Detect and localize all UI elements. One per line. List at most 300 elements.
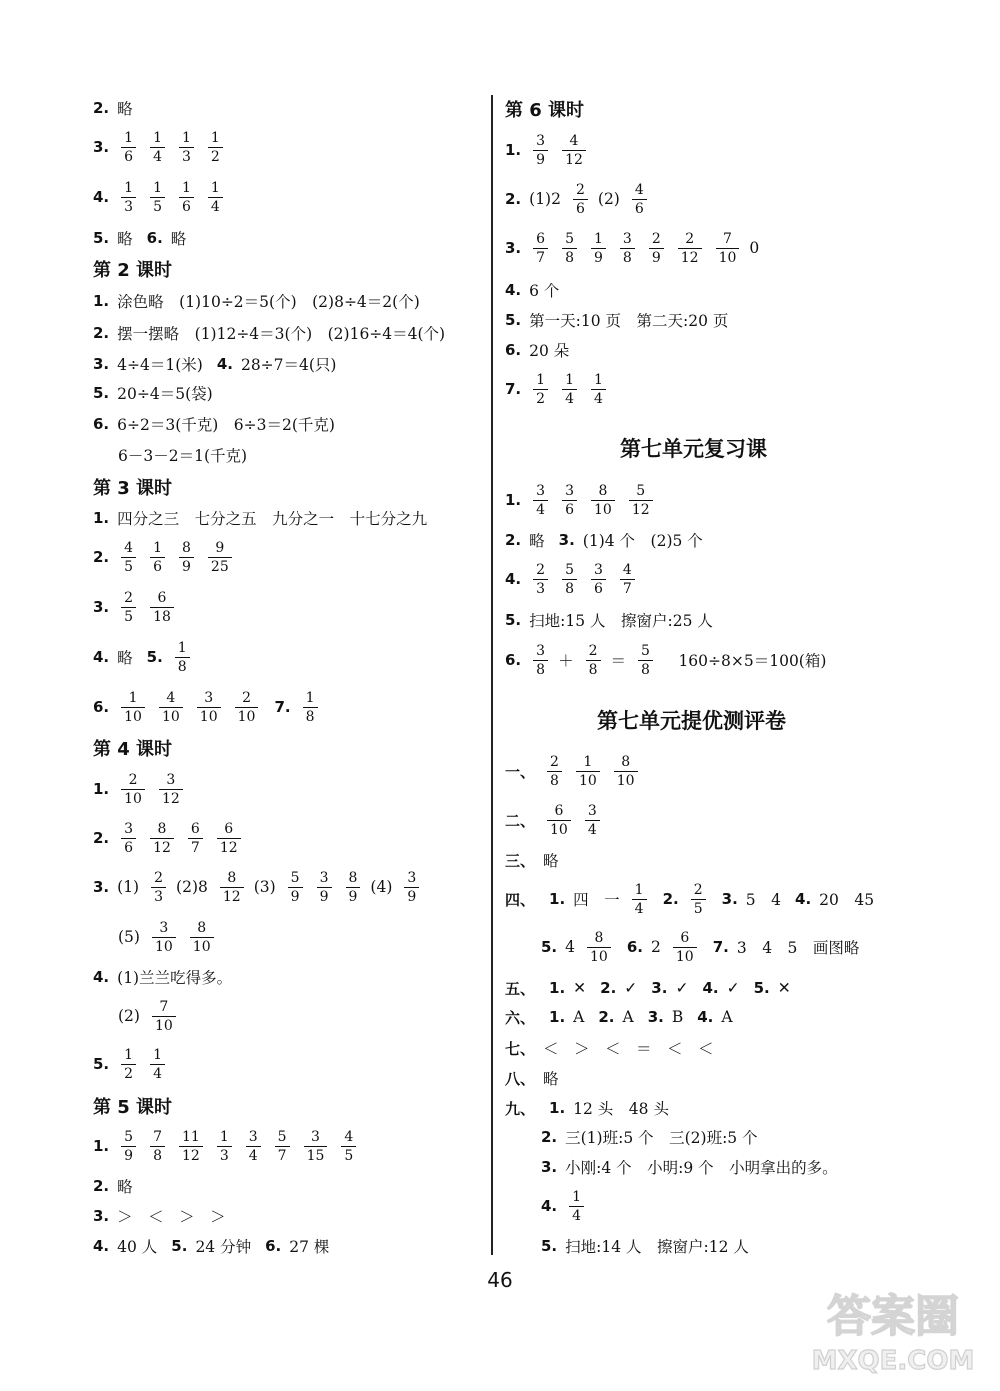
numerator: 4 (344, 1128, 354, 1145)
question-number: 2. (93, 548, 110, 566)
fraction (678, 232, 702, 265)
column-divider (491, 95, 493, 1255)
answer-row (93, 125, 233, 169)
answer-text: 四分之三 七分之五 九分之一 十七分之九 (117, 510, 428, 528)
answer-text: 第一天:10 页 第二天:20 页 (529, 312, 729, 330)
denominator: 8 (175, 657, 190, 674)
fraction (150, 181, 165, 214)
denominator: 4 (591, 389, 606, 406)
fraction (121, 181, 136, 214)
denominator: 9 (317, 887, 332, 904)
answer-row (535, 1145, 846, 1189)
answer-row (93, 685, 328, 729)
answer-row (505, 798, 610, 842)
answer-text: 略 (529, 532, 545, 550)
fraction (208, 541, 232, 574)
answer-text: ✓ (624, 979, 638, 997)
answer-text: 20 45 (819, 891, 875, 909)
numerator: 3 (248, 1128, 258, 1145)
fraction (197, 691, 221, 724)
fraction (562, 563, 577, 596)
fraction (591, 484, 615, 517)
sub-question-number: 6. (626, 938, 643, 956)
answer-text: 6÷2＝3(千克) 6÷3＝2(千克) (117, 416, 335, 434)
answer-text: 略 (543, 852, 559, 870)
question-number: 3. (93, 138, 110, 156)
sub-question-number: 5. (171, 1237, 188, 1255)
answer-row (93, 216, 194, 260)
numerator: 6 (224, 820, 234, 837)
numerator: 8 (227, 869, 237, 886)
answer-text: ＞ ＜ ＞ ＞ (117, 1208, 226, 1226)
answer-text: A (622, 1008, 634, 1026)
fraction (629, 484, 653, 517)
numerator: 1 (124, 1046, 134, 1063)
unit-title: 第七单元复习课 (620, 437, 767, 461)
question-number: 2. (93, 324, 110, 342)
denominator: 8 (533, 660, 548, 677)
fraction (569, 1190, 584, 1223)
answer-row (93, 767, 193, 811)
sub-question-number: 3. (651, 979, 668, 997)
fraction (121, 773, 145, 806)
numerator: 3 (319, 869, 329, 886)
numerator: 3 (407, 869, 417, 886)
answer-row (118, 915, 224, 959)
question-number: 2. (93, 99, 110, 117)
fraction (150, 131, 165, 164)
fraction (317, 871, 332, 904)
numerator: 6 (554, 802, 564, 819)
numerator: 4 (124, 539, 134, 556)
numerator: 3 (587, 802, 597, 819)
sub-question-number: 4. (541, 1197, 558, 1215)
fraction (152, 921, 176, 954)
question-number: 五、 (505, 979, 536, 998)
answer-text: 6 个 (529, 282, 560, 300)
numerator: 3 (593, 561, 603, 578)
answer-row (505, 749, 648, 793)
sub-question-number: 6. (146, 229, 163, 247)
fraction (152, 1000, 176, 1033)
answer-text: 12 头 48 头 (573, 1100, 669, 1118)
question-number: 3. (93, 598, 110, 616)
answer-text: (1)4 个 (2)5 个 (582, 532, 703, 550)
answer-row (505, 557, 645, 601)
denominator: 4 (208, 197, 223, 214)
denominator: 5 (150, 197, 165, 214)
question-number: 5. (93, 384, 110, 402)
fraction (691, 883, 706, 916)
sub-question-number: 2. (541, 1128, 558, 1146)
numerator: 1 (181, 129, 191, 146)
denominator: 8 (638, 660, 653, 677)
answer-row (505, 478, 663, 522)
denominator: 10 (673, 947, 697, 964)
denominator: 7 (620, 579, 635, 596)
numerator: 6 (157, 589, 167, 606)
fraction (179, 541, 194, 574)
answer-row (118, 433, 255, 477)
question-number: 一、 (505, 762, 536, 781)
fraction (587, 931, 611, 964)
answer-row (93, 865, 429, 909)
question-number: 三、 (505, 851, 536, 870)
numerator: 2 (651, 230, 661, 247)
answer-row (93, 955, 240, 999)
watermark-logo (808, 1271, 978, 1381)
fraction (220, 871, 244, 904)
denominator: 4 (533, 500, 548, 517)
denominator: 5 (121, 607, 136, 624)
numerator: 1 (536, 371, 546, 388)
denominator: 8 (620, 248, 635, 265)
fraction (179, 131, 194, 164)
numerator: 11 (181, 1128, 200, 1145)
sub-question-number: 4. (216, 355, 233, 373)
denominator: 10 (159, 707, 183, 724)
numerator: 3 (159, 919, 169, 936)
numerator: 2 (154, 869, 164, 886)
fraction (649, 232, 664, 265)
numerator: 5 (641, 642, 650, 659)
numerator: 8 (157, 820, 167, 837)
numerator: 1 (124, 179, 134, 196)
numerator: 4 (622, 561, 632, 578)
fraction (673, 931, 697, 964)
answer-text: 5 4 (745, 891, 782, 909)
numerator: 1 (565, 371, 574, 388)
fraction (121, 591, 136, 624)
answer-text: 160÷8×5＝100(箱) (662, 652, 827, 670)
answer-text: 略 (117, 100, 133, 118)
numerator: 6 (680, 929, 690, 946)
question-number: 6. (93, 415, 110, 433)
numerator: 7 (723, 230, 732, 247)
answer-row (505, 838, 567, 882)
fraction (151, 871, 166, 904)
denominator: 9 (121, 1146, 136, 1163)
fraction (562, 484, 577, 517)
fraction (573, 183, 588, 216)
denominator: 2 (208, 147, 223, 164)
fraction (585, 804, 600, 837)
fraction (217, 1130, 232, 1163)
question-number: 四、 (505, 890, 536, 909)
section-heading: 第 6 课时 (505, 100, 585, 121)
denominator: 4 (150, 1064, 165, 1081)
fraction (246, 1130, 261, 1163)
fraction (614, 755, 638, 788)
fraction (632, 883, 647, 916)
fraction (121, 541, 136, 574)
fraction (591, 232, 606, 265)
sub-question-number: 1. (549, 890, 566, 908)
numerator: 4 (166, 689, 176, 706)
page-number: 46 (487, 1268, 513, 1292)
answer-text: 4 (565, 938, 576, 956)
answer-text: A (573, 1008, 585, 1026)
fraction (150, 1130, 165, 1163)
fraction (150, 822, 174, 855)
question-number: 2. (93, 829, 110, 847)
answer-text: (2) (597, 190, 620, 208)
numerator: 1 (593, 371, 603, 388)
denominator: 8 (303, 707, 318, 724)
question-number: 二、 (505, 811, 536, 830)
fraction (150, 541, 165, 574)
section-heading: 第 4 课时 (93, 739, 173, 760)
denominator: 7 (275, 1146, 290, 1163)
denominator: 6 (179, 197, 194, 214)
sub-question-number: 2. (662, 890, 679, 908)
denominator: 3 (533, 579, 548, 596)
numerator: 4 (569, 132, 579, 149)
fraction (179, 181, 194, 214)
answer-text: (2)8 (176, 878, 208, 896)
fraction (586, 644, 601, 677)
answer-text: (3) (253, 878, 276, 896)
sub-question-number: 1. (549, 979, 566, 997)
numerator: 3 (124, 820, 134, 837)
fraction (547, 804, 571, 837)
answer-row (535, 1224, 757, 1268)
sub-question-number: 2. (600, 979, 617, 997)
denominator: 5 (341, 1146, 356, 1163)
denominator: 4 (246, 1146, 261, 1163)
question-number: 4. (93, 1237, 110, 1255)
question-number: 六、 (505, 1008, 536, 1027)
denominator: 12 (159, 789, 183, 806)
answer-text: 4÷4＝1(米) (117, 356, 203, 374)
question-number: 2. (93, 1177, 110, 1195)
denominator: 2 (533, 389, 548, 406)
denominator: 9 (346, 887, 361, 904)
denominator: 3 (217, 1146, 232, 1163)
numerator: 7 (153, 1128, 162, 1145)
answer-row (505, 638, 834, 682)
answer-text: 6－3－2＝1(千克) (118, 447, 248, 465)
fraction (208, 131, 223, 164)
numerator: 6 (190, 820, 200, 837)
numerator: 8 (197, 919, 207, 936)
answer-text: 0 (749, 239, 760, 257)
denominator: 10 (591, 500, 615, 517)
fraction (188, 822, 203, 855)
question-number: 7. (505, 380, 522, 398)
denominator: 12 (217, 838, 241, 855)
denominator: 9 (533, 150, 548, 167)
fraction (576, 755, 600, 788)
question-number: 九、 (505, 1099, 536, 1118)
answer-text: 略 (117, 1178, 133, 1196)
denominator: 12 (562, 150, 586, 167)
numerator: 5 (565, 230, 574, 247)
numerator: 2 (693, 881, 703, 898)
fraction (175, 641, 190, 674)
numerator: 6 (536, 230, 546, 247)
denominator: 5 (121, 557, 136, 574)
answer-text: ✕ (777, 979, 791, 997)
sub-question-number: 7. (712, 938, 729, 956)
section-heading: 第 2 课时 (93, 260, 173, 281)
numerator: 2 (124, 589, 134, 606)
denominator: 2 (121, 1064, 136, 1081)
question-number: 4. (505, 281, 522, 299)
fraction (303, 691, 318, 724)
answer-text: A (721, 1008, 733, 1026)
fraction (533, 563, 548, 596)
answer-text: 略 (117, 649, 133, 667)
answer-text: ＝ (610, 652, 627, 670)
question-number: 1. (93, 292, 110, 310)
fraction (217, 822, 241, 855)
question-number: 4. (93, 968, 110, 986)
answer-row (93, 175, 233, 219)
numerator: 1 (181, 179, 191, 196)
sub-question-number: 3. (541, 1158, 558, 1176)
denominator: 10 (235, 707, 259, 724)
answer-text: B (671, 1008, 684, 1026)
numerator: 2 (575, 181, 585, 198)
watermark-main: 答案圈 (827, 1291, 959, 1342)
denominator: 9 (649, 248, 664, 265)
fraction (179, 1130, 203, 1163)
denominator: 25 (208, 557, 232, 574)
numerator: 7 (159, 998, 169, 1015)
question-number: 5. (505, 611, 522, 629)
numerator: 8 (594, 929, 604, 946)
numerator: 2 (685, 230, 695, 247)
fraction (632, 183, 647, 216)
denominator: 6 (591, 579, 606, 596)
denominator: 10 (614, 771, 638, 788)
question-number: 1. (93, 509, 110, 527)
denominator: 9 (591, 248, 606, 265)
denominator: 6 (150, 557, 165, 574)
denominator: 9 (404, 887, 419, 904)
answer-row (93, 1124, 366, 1168)
question-number: 八、 (505, 1069, 536, 1088)
numerator: 8 (348, 869, 358, 886)
numerator: 2 (550, 753, 559, 770)
denominator: 12 (629, 500, 653, 517)
answer-row (505, 177, 657, 221)
answer-row (118, 994, 186, 1038)
numerator: 1 (305, 689, 315, 706)
numerator: 1 (634, 881, 644, 898)
answer-text: ＋ (558, 652, 574, 670)
answer-row (505, 226, 767, 270)
sub-question-number: 3. (647, 1008, 664, 1026)
answer-text: 28÷7＝4(只) (240, 356, 337, 374)
numerator: 3 (311, 1128, 320, 1145)
question-number: 3. (93, 1207, 110, 1225)
answer-row (505, 598, 721, 642)
sub-question-number: 3. (721, 890, 738, 908)
section-heading: 第 3 课时 (93, 478, 173, 499)
numerator: 2 (242, 689, 251, 706)
sub-question-number: 2. (598, 1008, 615, 1026)
fraction (150, 591, 174, 624)
denominator: 6 (562, 500, 577, 517)
question-number: 6. (93, 698, 110, 716)
fraction (121, 131, 136, 164)
answer-row (93, 1224, 337, 1268)
denominator: 8 (150, 1146, 165, 1163)
question-number: 1. (93, 1137, 110, 1155)
fraction (341, 1130, 356, 1163)
denominator: 12 (220, 887, 244, 904)
denominator: 10 (716, 248, 740, 265)
question-number: 5. (93, 1055, 110, 1073)
denominator: 3 (151, 887, 166, 904)
numerator: 1 (177, 639, 187, 656)
denominator: 10 (152, 937, 176, 954)
denominator: 8 (547, 771, 562, 788)
answer-text: ✓ (726, 979, 740, 997)
fraction (533, 232, 548, 265)
denominator: 8 (562, 248, 577, 265)
sub-question-number: 4. (702, 979, 719, 997)
fraction (533, 373, 548, 406)
numerator: 1 (128, 689, 138, 706)
numerator: 5 (277, 1128, 287, 1145)
denominator: 12 (678, 248, 702, 265)
question-number: 七、 (505, 1039, 536, 1058)
answer-row (93, 816, 251, 860)
denominator: 6 (121, 838, 136, 855)
numerator: 1 (593, 230, 603, 247)
sub-question-number: 5. (541, 1237, 558, 1255)
fraction (121, 691, 145, 724)
answer-text: 24 分钟 (195, 1238, 252, 1256)
denominator: 3 (121, 197, 136, 214)
answer-text: 27 棵 (289, 1238, 330, 1256)
denominator: 12 (179, 1146, 203, 1163)
sub-question-number: 5. (753, 979, 770, 997)
fraction (159, 691, 183, 724)
numerator: 5 (124, 1128, 134, 1145)
section-heading: 第 5 课时 (93, 1097, 173, 1118)
fraction (304, 1130, 328, 1163)
answer-row (535, 1184, 594, 1228)
fraction (121, 1130, 136, 1163)
numerator: 1 (153, 129, 162, 146)
denominator: 7 (533, 248, 548, 265)
answer-text: 略 (117, 230, 133, 248)
numerator: 3 (622, 230, 632, 247)
answer-row (93, 585, 184, 629)
sub-question-number: 5. (541, 938, 558, 956)
sub-question-number: 7. (274, 698, 291, 716)
question-number: 6. (505, 341, 522, 359)
numerator: 5 (565, 561, 574, 578)
fraction (591, 563, 606, 596)
numerator: 9 (215, 539, 225, 556)
denominator: 8 (562, 579, 577, 596)
numerator: 3 (166, 771, 176, 788)
answer-text: 摆一摆略 (1)12÷4＝3(个) (2)16÷4＝4(个) (117, 325, 446, 343)
answer-text: ✕ (573, 979, 587, 997)
fraction (208, 181, 223, 214)
fraction (591, 373, 606, 406)
denominator: 8 (586, 660, 601, 677)
question-number: 4. (505, 570, 522, 588)
numerator: 5 (636, 482, 646, 499)
fraction (562, 373, 577, 406)
watermark-sub: MXQE.COM (811, 1346, 975, 1376)
